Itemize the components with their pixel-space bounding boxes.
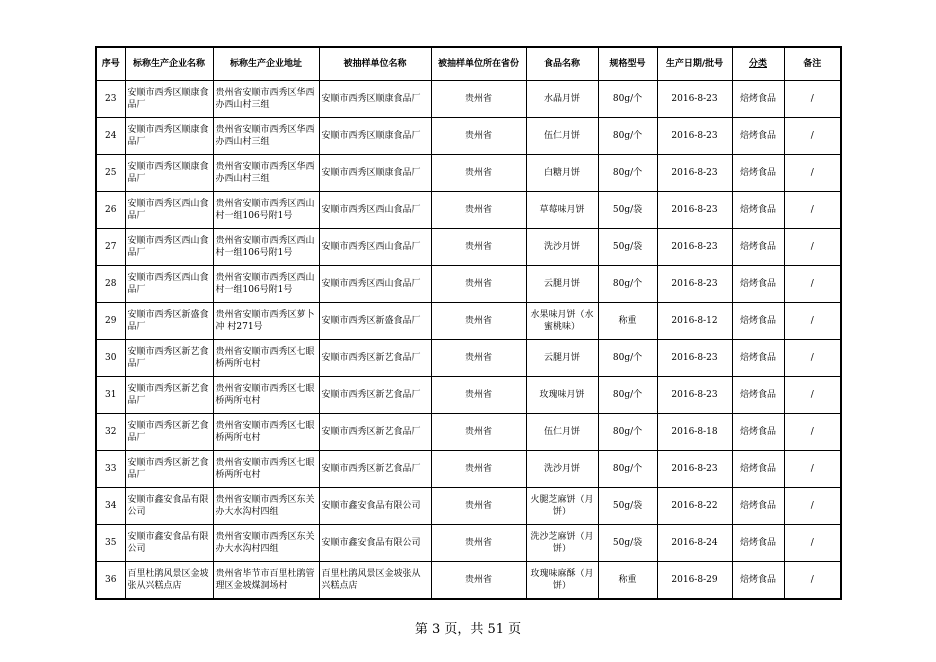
cell-date-batch: 2016-8-23: [657, 81, 732, 118]
cell-sampled-unit: 安顺市鑫安食品有限公司: [319, 525, 431, 562]
cell-category: 焙烤食品: [732, 488, 784, 525]
col-header-remarks: 备注: [784, 47, 841, 81]
cell-sampled-unit: 安顺市西秀区顺康食品厂: [319, 118, 431, 155]
cell-sampled-unit: 安顺市西秀区顺康食品厂: [319, 81, 431, 118]
table-row: [96, 377, 841, 414]
cell-food-name: 洗沙月饼: [526, 451, 598, 488]
cell-producer-address: 贵州省安顺市西秀区七眼桥两所屯村: [213, 377, 319, 414]
cell-date-batch: 2016-8-23: [657, 229, 732, 266]
page-footer: 第 3 页，共 51 页: [414, 622, 522, 637]
cell-category: 焙烤食品: [732, 377, 784, 414]
cell-province: 贵州省: [431, 229, 526, 266]
cell-province: 贵州省: [431, 414, 526, 451]
col-header-producer-name: 标称生产企业名称: [125, 47, 213, 81]
table-row: [96, 155, 841, 192]
cell-producer-address: 贵州省安顺市西秀区西山村一组106号附1号: [213, 229, 319, 266]
cell-spec: 80g/个: [598, 155, 657, 192]
cell-sampled-unit: 安顺市西秀区西山食品厂: [319, 266, 431, 303]
table-row: [96, 414, 841, 451]
cell-food-name: 水果味月饼（水蜜桃味）: [526, 303, 598, 340]
cell-producer-address: 贵州省安顺市西秀区七眼桥两所屯村: [213, 340, 319, 377]
cell-food-name: 玫瑰味月饼: [526, 377, 598, 414]
cell-category: 焙烤食品: [732, 562, 784, 600]
cell-index: 26: [96, 192, 125, 229]
cell-index: 24: [96, 118, 125, 155]
table-row: [96, 525, 841, 562]
cell-category: 焙烤食品: [732, 340, 784, 377]
cell-remarks: /: [784, 155, 841, 192]
cell-sampled-unit: 安顺市西秀区西山食品厂: [319, 229, 431, 266]
cell-category: 焙烤食品: [732, 81, 784, 118]
cell-province: 贵州省: [431, 81, 526, 118]
cell-producer-name: 安顺市西秀区西山食品厂: [125, 229, 213, 266]
cell-remarks: /: [784, 525, 841, 562]
cell-remarks: /: [784, 377, 841, 414]
table-row: [96, 229, 841, 266]
cell-producer-address: 贵州省安顺市西秀区东关办大水沟村四组: [213, 525, 319, 562]
cell-remarks: /: [784, 562, 841, 600]
cell-producer-address: 贵州省安顺市西秀区七眼桥两所屯村: [213, 414, 319, 451]
col-header-producer-address: 标称生产企业地址: [213, 47, 319, 81]
cell-category: 焙烤食品: [732, 229, 784, 266]
cell-food-name: 水晶月饼: [526, 81, 598, 118]
cell-province: 贵州省: [431, 118, 526, 155]
cell-date-batch: 2016-8-23: [657, 266, 732, 303]
cell-sampled-unit: 安顺市西秀区顺康食品厂: [319, 155, 431, 192]
cell-province: 贵州省: [431, 488, 526, 525]
cell-spec: 80g/个: [598, 118, 657, 155]
cell-sampled-unit: 安顺市鑫安食品有限公司: [319, 488, 431, 525]
cell-spec: 50g/袋: [598, 525, 657, 562]
cell-remarks: /: [784, 414, 841, 451]
table-row: [96, 81, 841, 118]
cell-date-batch: 2016-8-23: [657, 192, 732, 229]
cell-province: 贵州省: [431, 377, 526, 414]
cell-province: 贵州省: [431, 525, 526, 562]
cell-spec: 80g/个: [598, 266, 657, 303]
table-row: [96, 451, 841, 488]
sample-table: [95, 46, 842, 600]
cell-province: 贵州省: [431, 562, 526, 600]
table-row: [96, 118, 841, 155]
cell-sampled-unit: 百里杜鹃风景区金坡张从兴糕点店: [319, 562, 431, 600]
cell-index: 28: [96, 266, 125, 303]
cell-food-name: 伍仁月饼: [526, 118, 598, 155]
cell-category: 焙烤食品: [732, 118, 784, 155]
cell-producer-address: 贵州省安顺市西秀区华西办西山村三组: [213, 118, 319, 155]
cell-food-name: 草莓味月饼: [526, 192, 598, 229]
cell-index: 25: [96, 155, 125, 192]
cell-remarks: /: [784, 192, 841, 229]
cell-producer-name: 安顺市西秀区顺康食品厂: [125, 155, 213, 192]
cell-producer-name: 安顺市西秀区顺康食品厂: [125, 118, 213, 155]
cell-food-name: 洗沙芝麻饼（月饼）: [526, 525, 598, 562]
cell-producer-name: 安顺市西秀区新艺食品厂: [125, 414, 213, 451]
cell-remarks: /: [784, 303, 841, 340]
cell-spec: 80g/个: [598, 377, 657, 414]
cell-province: 贵州省: [431, 266, 526, 303]
cell-sampled-unit: 安顺市西秀区新艺食品厂: [319, 414, 431, 451]
cell-category: 焙烤食品: [732, 525, 784, 562]
cell-category: 焙烤食品: [732, 303, 784, 340]
cell-food-name: 云腿月饼: [526, 340, 598, 377]
cell-remarks: /: [784, 118, 841, 155]
cell-date-batch: 2016-8-23: [657, 118, 732, 155]
cell-index: 29: [96, 303, 125, 340]
cell-producer-address: 贵州省安顺市西秀区华西办西山村三组: [213, 155, 319, 192]
cell-producer-address: 贵州省安顺市西秀区西山村一组106号附1号: [213, 192, 319, 229]
cell-date-batch: 2016-8-23: [657, 340, 732, 377]
col-header-sampled-unit: 被抽样单位名称: [319, 47, 431, 81]
cell-spec: 50g/袋: [598, 192, 657, 229]
cell-index: 31: [96, 377, 125, 414]
cell-producer-name: 安顺市鑫安食品有限公司: [125, 525, 213, 562]
cell-sampled-unit: 安顺市西秀区新盛食品厂: [319, 303, 431, 340]
cell-producer-address: 贵州省毕节市百里杜鹃管理区金坡煤洞场村: [213, 562, 319, 600]
cell-producer-name: 百里杜鹃风景区金坡张从兴糕点店: [125, 562, 213, 600]
cell-province: 贵州省: [431, 451, 526, 488]
cell-spec: 80g/个: [598, 451, 657, 488]
cell-spec: 称重: [598, 303, 657, 340]
cell-date-batch: 2016-8-18: [657, 414, 732, 451]
cell-spec: 80g/个: [598, 414, 657, 451]
cell-food-name: 云腿月饼: [526, 266, 598, 303]
cell-sampled-unit: 安顺市西秀区新艺食品厂: [319, 340, 431, 377]
cell-producer-name: 安顺市西秀区西山食品厂: [125, 192, 213, 229]
cell-remarks: /: [784, 81, 841, 118]
col-header-spec: 规格型号: [598, 47, 657, 81]
cell-index: 23: [96, 81, 125, 118]
cell-index: 34: [96, 488, 125, 525]
cell-spec: 80g/个: [598, 81, 657, 118]
table-row: [96, 488, 841, 525]
cell-food-name: 白糖月饼: [526, 155, 598, 192]
col-header-index: 序号: [96, 47, 125, 81]
cell-index: 36: [96, 562, 125, 600]
cell-food-name: 玫瑰味麻酥（月饼）: [526, 562, 598, 600]
cell-producer-name: 安顺市鑫安食品有限公司: [125, 488, 213, 525]
cell-producer-address: 贵州省安顺市西秀区萝卜冲 村271号: [213, 303, 319, 340]
cell-producer-name: 安顺市西秀区新艺食品厂: [125, 377, 213, 414]
cell-date-batch: 2016-8-23: [657, 451, 732, 488]
cell-index: 35: [96, 525, 125, 562]
cell-province: 贵州省: [431, 155, 526, 192]
cell-sampled-unit: 安顺市西秀区新艺食品厂: [319, 377, 431, 414]
cell-index: 30: [96, 340, 125, 377]
cell-food-name: 洗沙月饼: [526, 229, 598, 266]
cell-remarks: /: [784, 340, 841, 377]
col-header-date-batch: 生产日期/批号: [657, 47, 732, 81]
col-header-province: 被抽样单位所在省份: [431, 47, 526, 81]
cell-producer-name: 安顺市西秀区顺康食品厂: [125, 81, 213, 118]
cell-index: 32: [96, 414, 125, 451]
cell-producer-address: 贵州省安顺市西秀区西山村一组106号附1号: [213, 266, 319, 303]
cell-sampled-unit: 安顺市西秀区西山食品厂: [319, 192, 431, 229]
cell-sampled-unit: 安顺市西秀区新艺食品厂: [319, 451, 431, 488]
cell-category: 焙烤食品: [732, 414, 784, 451]
cell-province: 贵州省: [431, 303, 526, 340]
cell-date-batch: 2016-8-23: [657, 155, 732, 192]
cell-producer-name: 安顺市西秀区新盛食品厂: [125, 303, 213, 340]
cell-date-batch: 2016-8-12: [657, 303, 732, 340]
cell-spec: 50g/袋: [598, 488, 657, 525]
cell-producer-address: 贵州省安顺市西秀区华西办西山村三组: [213, 81, 319, 118]
cell-food-name: 伍仁月饼: [526, 414, 598, 451]
cell-spec: 50g/袋: [598, 229, 657, 266]
cell-date-batch: 2016-8-29: [657, 562, 732, 600]
cell-province: 贵州省: [431, 192, 526, 229]
table-row: [96, 192, 841, 229]
table-row: [96, 562, 841, 600]
col-header-food-name: 食品名称: [526, 47, 598, 81]
cell-category: 焙烤食品: [732, 266, 784, 303]
cell-remarks: /: [784, 229, 841, 266]
cell-food-name: 火腿芝麻饼（月饼）: [526, 488, 598, 525]
cell-index: 27: [96, 229, 125, 266]
cell-date-batch: 2016-8-22: [657, 488, 732, 525]
cell-spec: 80g/个: [598, 340, 657, 377]
cell-category: 焙烤食品: [732, 451, 784, 488]
table-row: [96, 303, 841, 340]
cell-spec: 称重: [598, 562, 657, 600]
cell-index: 33: [96, 451, 125, 488]
cell-producer-name: 安顺市西秀区新艺食品厂: [125, 451, 213, 488]
table-row: [96, 340, 841, 377]
cell-producer-name: 安顺市西秀区新艺食品厂: [125, 340, 213, 377]
col-header-category: 分类: [732, 47, 784, 81]
table-row: [96, 266, 841, 303]
cell-producer-name: 安顺市西秀区西山食品厂: [125, 266, 213, 303]
cell-producer-address: 贵州省安顺市西秀区七眼桥两所屯村: [213, 451, 319, 488]
cell-remarks: /: [784, 266, 841, 303]
cell-province: 贵州省: [431, 340, 526, 377]
cell-category: 焙烤食品: [732, 192, 784, 229]
cell-date-batch: 2016-8-23: [657, 377, 732, 414]
header-row: [96, 47, 841, 81]
cell-producer-address: 贵州省安顺市西秀区东关办大水沟村四组: [213, 488, 319, 525]
cell-category: 焙烤食品: [732, 155, 784, 192]
cell-remarks: /: [784, 451, 841, 488]
cell-remarks: /: [784, 488, 841, 525]
cell-date-batch: 2016-8-24: [657, 525, 732, 562]
